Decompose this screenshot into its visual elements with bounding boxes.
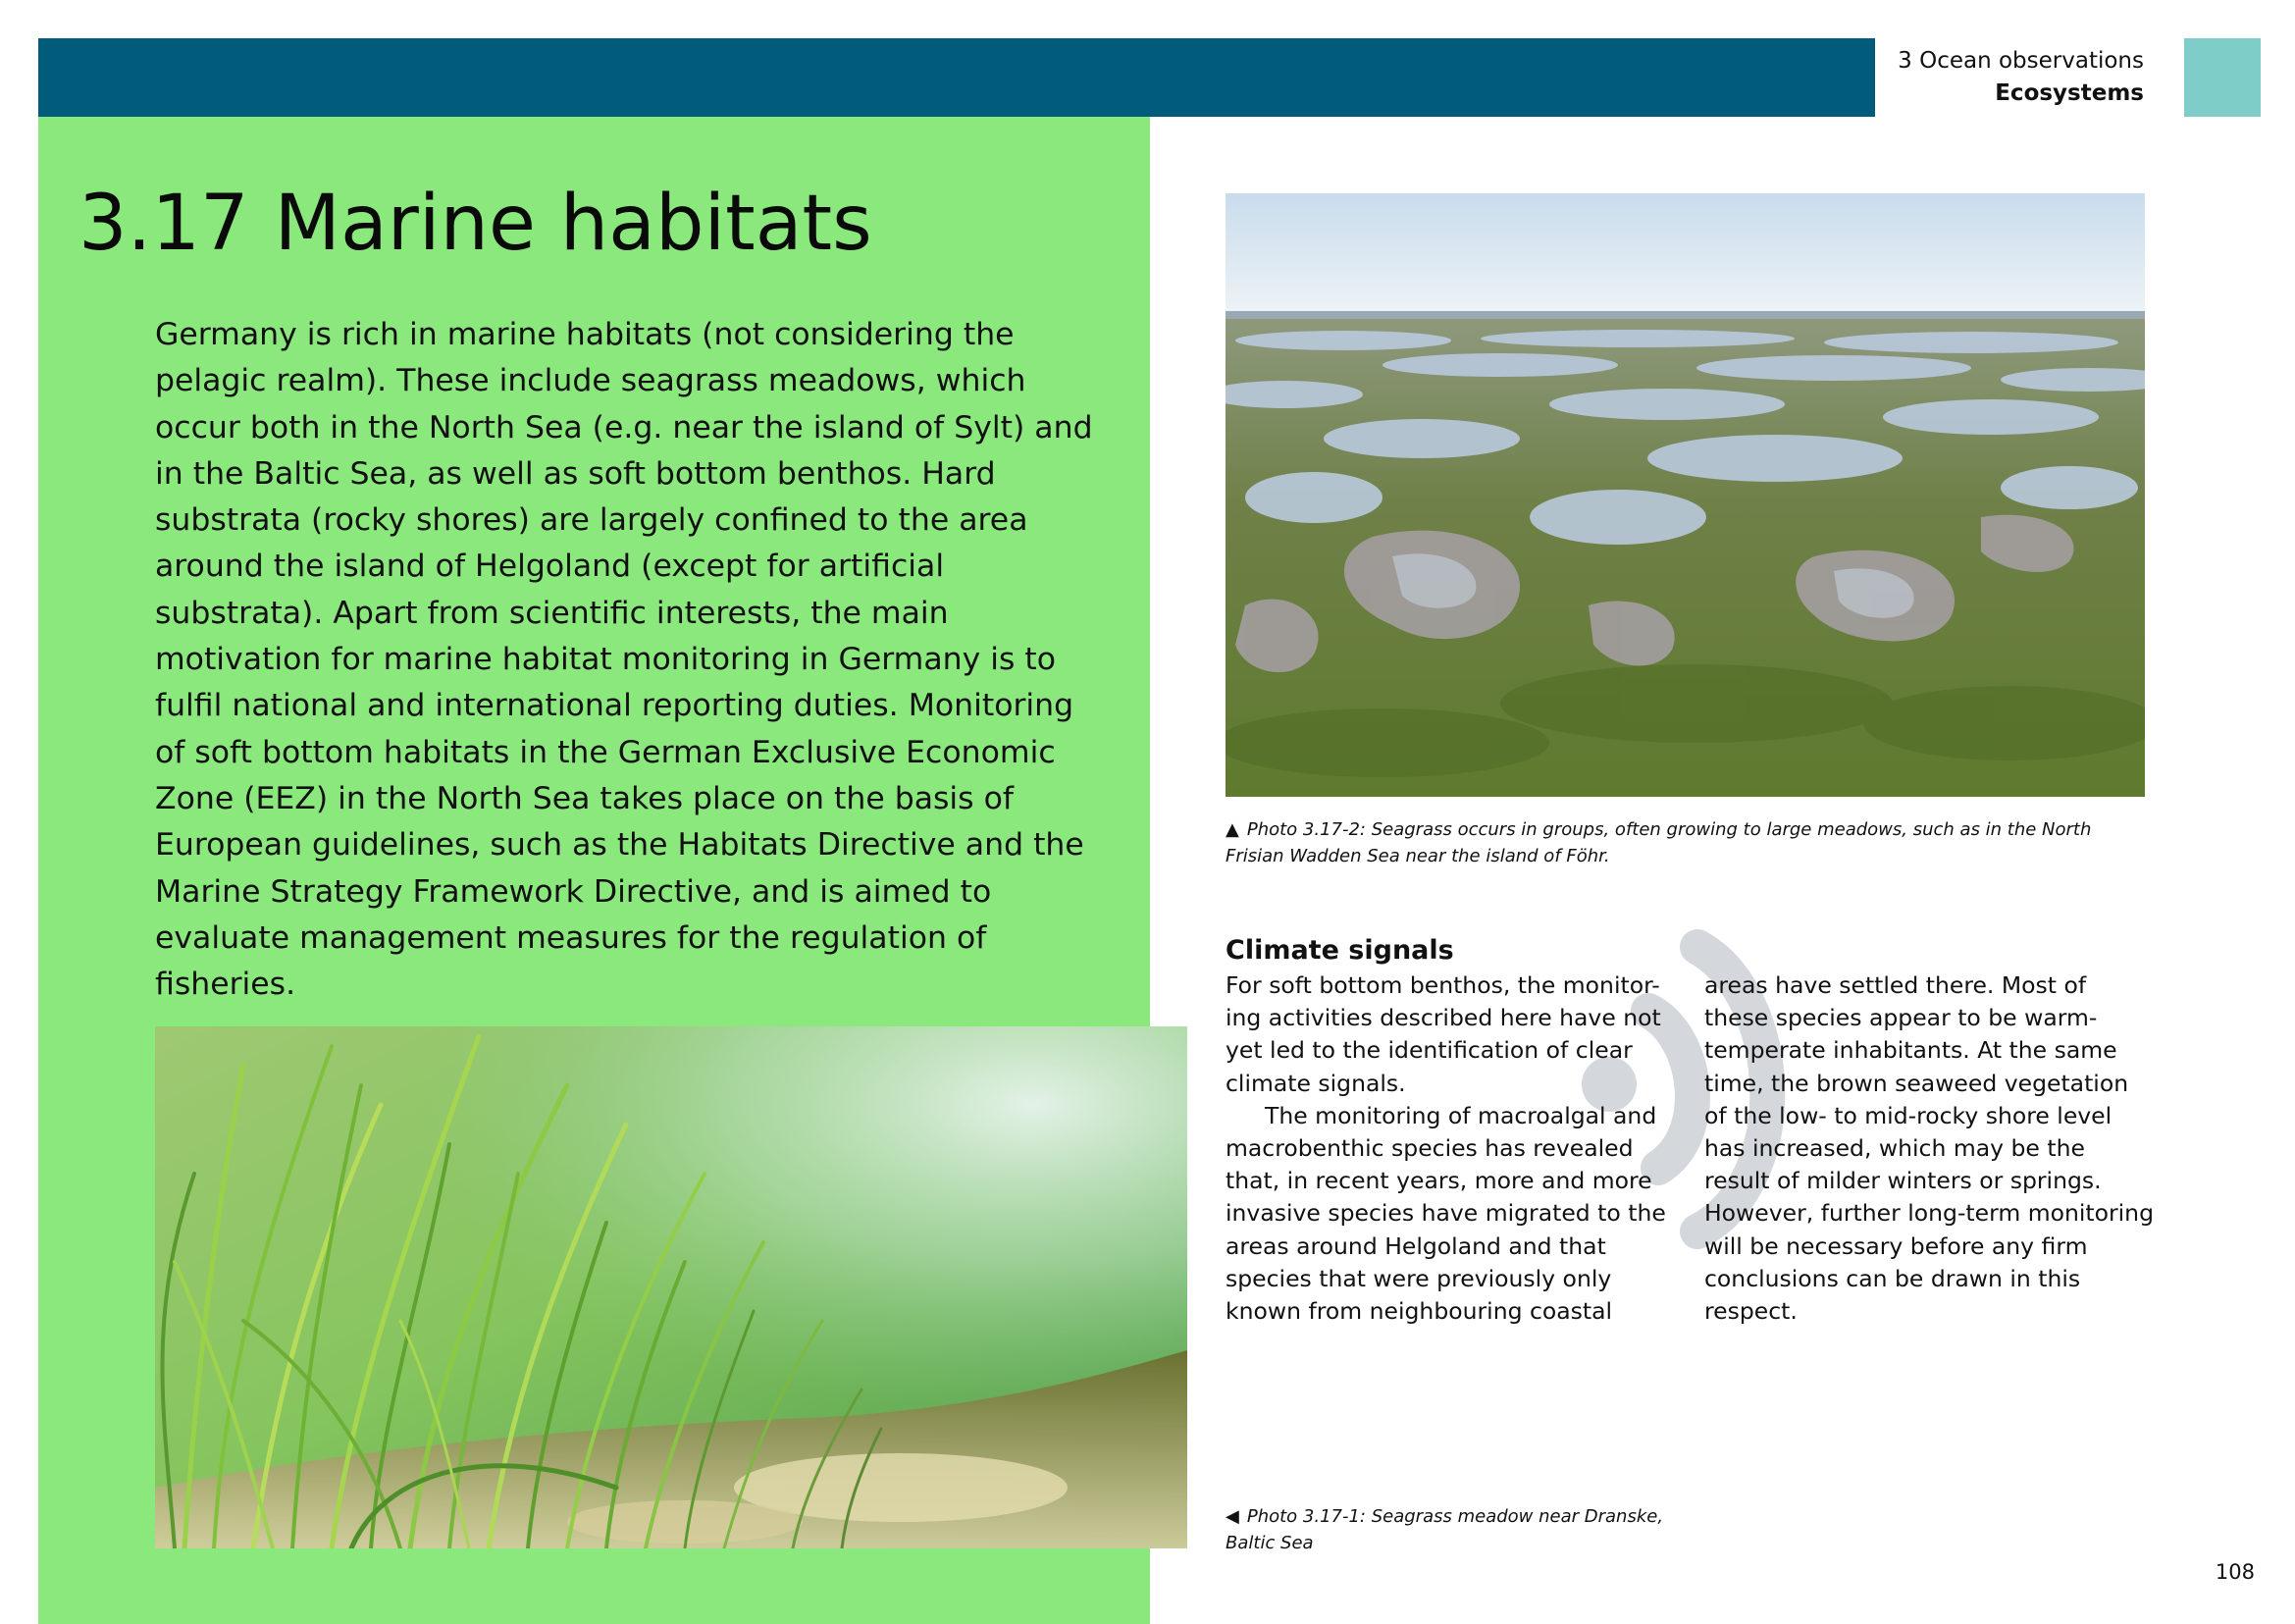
climate-paragraph-2: The monitoring of macroalgal and macrobenthic species has revealed that, in recent years, more and more invasive species have migrated to the areas around Helgoland and that species that were previously only known from neighbouring coastal [1226, 1101, 1666, 1326]
wadden-sea-photo [1226, 193, 2145, 797]
caption-left-triangle-icon: ◀ [1226, 1506, 1239, 1527]
climate-signals-heading: Climate signals [1226, 935, 1454, 966]
page-number: 108 [2215, 1560, 2255, 1584]
seagrass-meadow-photo [155, 1026, 1187, 1548]
page-title [78, 175, 872, 273]
photo-caption-bottom-text: Photo 3.17-1: Seagrass meadow near Dranske, Baltic Sea [1226, 1506, 1664, 1553]
running-header [1898, 45, 2144, 110]
climate-paragraph-3: areas have settled there. Most of these species appear to be warm-temperate inhabitants. At the same time, the brown seaweed vegetation of the low- to mid-rocky shore level has increased, which may be the result of milder winters or springs. However, further long-term monitoring will be necessary before any firm conclusions can be drawn in this respect. [1704, 971, 2154, 1326]
section-title: Marine habitats [274, 180, 872, 268]
text-column-left [1226, 969, 1677, 1328]
photo-caption-top [1226, 816, 2148, 869]
intro-paragraph: Germany is rich in marine habitats (not considering the pelagic realm). These include seagrass meadows, which occur both in the North Sea (e.g. near the island of Sylt) and in the Baltic Sea, as well as soft bottom benthos. Hard substrata (rocky shores) are largely confined to the area around the island of Helgoland (except for artificial substrata). Apart from scientific interests, the main motivation for marine habitat monitoring in Germany is to fulfil national and international reporting duties. Monitoring of soft bottom habitats in the German Exclusive Economic Zone (EEZ) in the North Sea takes place on the basis of European guidelines, such as the Habitats Directive and the Marine Strategy Framework Directive, and is aimed to evaluate management measures for the regulation of fisheries. [155, 317, 1093, 1003]
corner-tab [2184, 38, 2261, 117]
header-bar [38, 38, 1875, 117]
caption-up-triangle-icon: ▲ [1226, 819, 1239, 840]
photo-caption-top-text: Photo 3.17-2: Seagrass occurs in groups, often growing to large meadows, such as in the North Frisian Wadden Sea near the island of Föhr. [1226, 819, 2092, 866]
photo-caption-bottom [1226, 1503, 1716, 1556]
climate-paragraph-1: For soft bottom benthos, the monitor-ing activities described here have not yet led to the identification of clear climate signals. [1226, 971, 1661, 1097]
chapter-label: 3 Ocean observations [1898, 48, 2144, 74]
text-column-right [1704, 969, 2156, 1328]
section-number: 3.17 [78, 180, 249, 268]
section-label: Ecosystems [1995, 80, 2144, 106]
